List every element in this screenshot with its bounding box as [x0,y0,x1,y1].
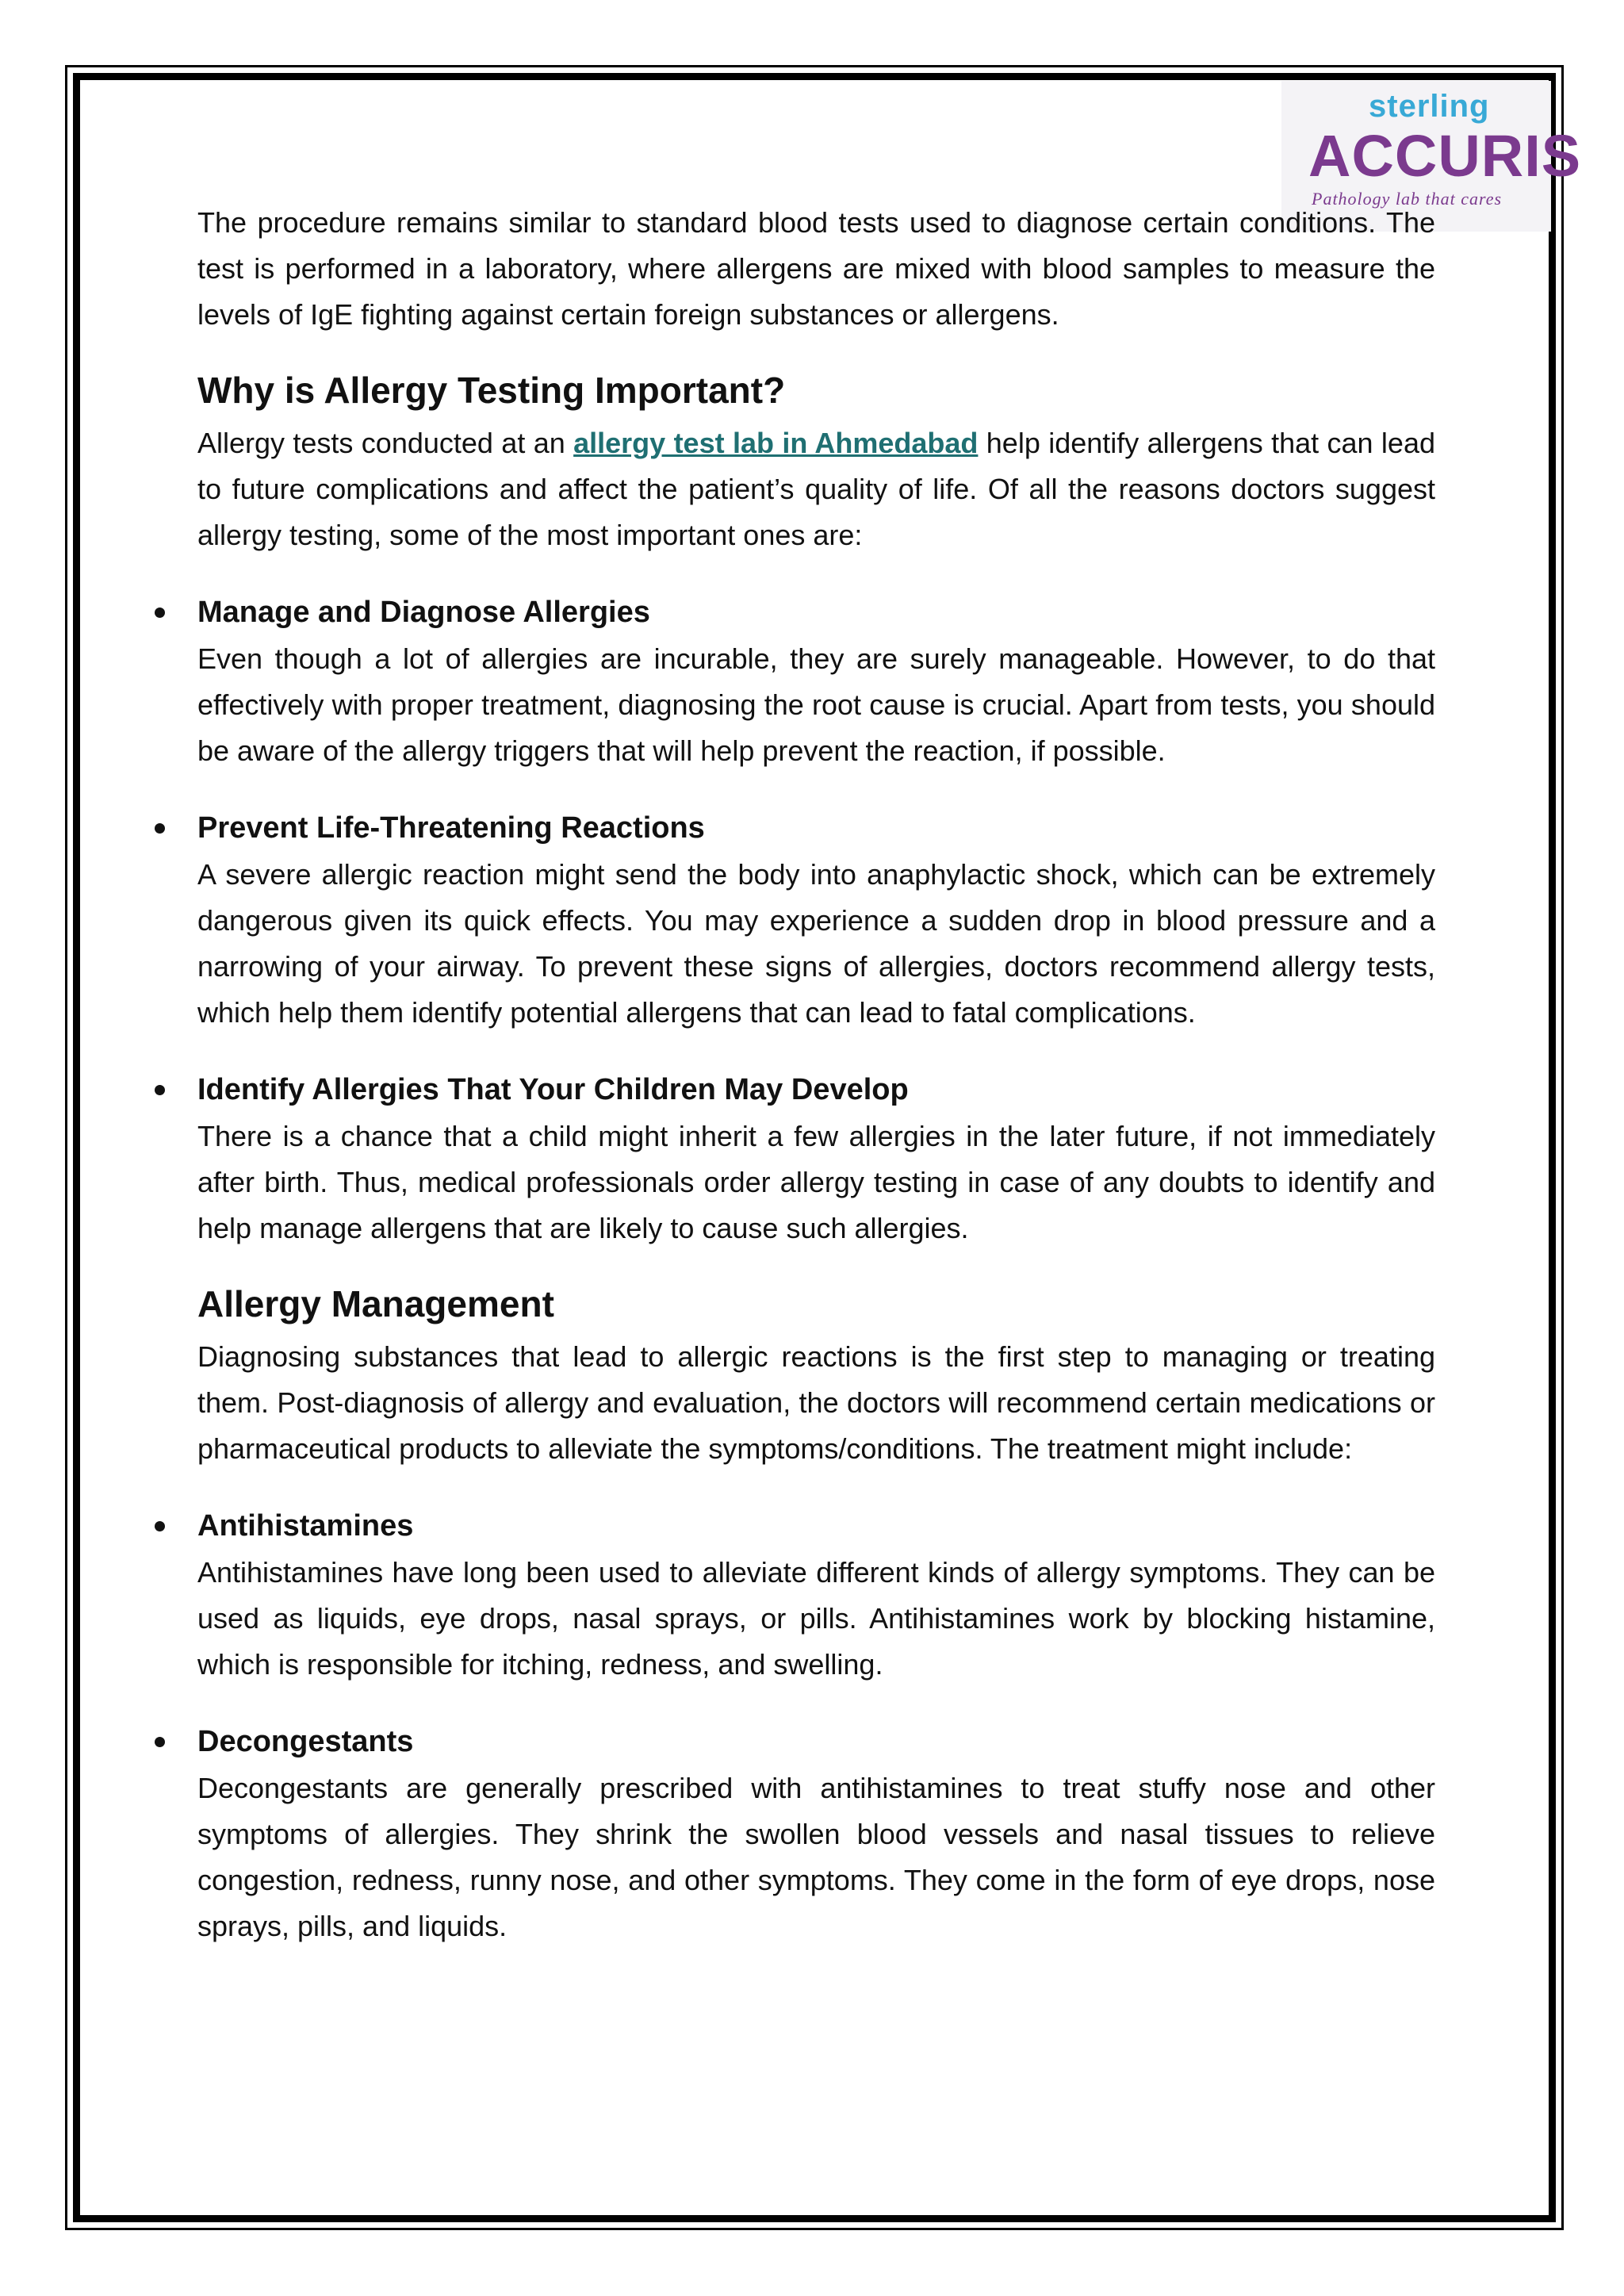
section-heading-importance: Why is Allergy Testing Important? [197,370,786,411]
section-importance [197,366,1435,1251]
bullet-body-decongestants: Decongestants are generally prescribed with antihistamines to treat stuffy nose and other symptoms of allergies. They shrink the swollen blood vessels and nasal tissues to relieve congestion, redness, runny nose, and other symptoms. They come in the form of eye drops, nose sprays, pills, and liquids. [197,1772,1435,1942]
logo-tagline: Pathology lab that cares [1312,189,1503,209]
section-management [197,1280,1435,1949]
importance-text-before-link: Allergy tests conducted at an [197,427,574,459]
bullet-heading-decongestants [159,1719,1396,1764]
importance-paragraph [197,420,1435,558]
document-body [197,200,1435,1949]
bullet-dot-icon [155,608,165,618]
bullet-title: Identify Allergies That Your Children May Develop [197,1073,909,1106]
bullet-heading-children [159,1068,1396,1112]
bullet-body-prevent: A severe allergic reaction might send the body into anaphylactic shock, which can be extremely dangerous given its quick effects. You may experience a sudden drop in blood pressure and a narrowing of your airway. To prevent these signs of allergies, doctors recommend allergy tests, which help them identify potential allergens that can lead to fatal complications. [197,858,1435,1029]
bullet-heading-prevent [159,806,1396,850]
bullet-body-antihistamines: Antihistamines have long been used to alleviate different kinds of allergy symptoms. They can be used as liquids, eye drops, nasal sprays, or pills. Antihistamines work by blocking histamine, which is responsible for itching, redness, and swelling. [197,1556,1435,1681]
bullet-heading-antihistamines [159,1504,1396,1548]
section-heading-management: Allergy Management [197,1283,554,1324]
bullet-heading-manage [159,590,1396,634]
bullet-title: Manage and Diagnose Allergies [197,596,650,629]
bullet-body-manage: Even though a lot of allergies are incurable, they are surely manageable. However, to do that effectively with proper treatment, diagnosing the root cause is crucial. Apart from tests, you should be aware of the allergy triggers that will help prevent the reaction, if possible. [197,642,1435,767]
bullet-body-children: There is a chance that a child might inherit a few allergies in the later future, if not immediately after birth. Thus, medical professionals order allergy testing in case of any doubts to identify and help manage allergens that are likely to cause such allergies. [197,1120,1435,1244]
bullet-dot-icon [155,1521,165,1531]
bullet-dot-icon [155,823,165,834]
importance-text-after-link: help identify allergens that can lead to future complications and affect the patient’s quality of life. Of all the reasons doctors suggest allergy testing, some of the most important ones are: [197,427,1435,551]
logo-brand-top: sterling [1369,89,1490,124]
bullet-title: Prevent Life-Threatening Reactions [197,811,705,845]
allergy-lab-link[interactable]: allergy test lab in Ahmedabad [573,427,979,459]
bullet-dot-icon [155,1085,165,1095]
logo-brand-main: ACCURIS [1308,123,1582,189]
bullet-dot-icon [155,1737,165,1747]
bullet-title: Antihistamines [197,1509,414,1543]
management-paragraph: Diagnosing substances that lead to allergic reactions is the first step to managing or treating them. Post-diagnosis of allergy and evaluation, the doctors will recommend certain medications or pharmaceutical products to alleviate the symptoms/conditions. The treatment might include: [197,1340,1435,1465]
bullet-title: Decongestants [197,1725,414,1758]
intro-paragraph: The procedure remains similar to standard blood tests used to diagnose certain conditions. The test is performed in a laboratory, where allergens are mixed with blood samples to measure the levels of IgE fighting against certain foreign substances or allergens. [197,206,1435,331]
